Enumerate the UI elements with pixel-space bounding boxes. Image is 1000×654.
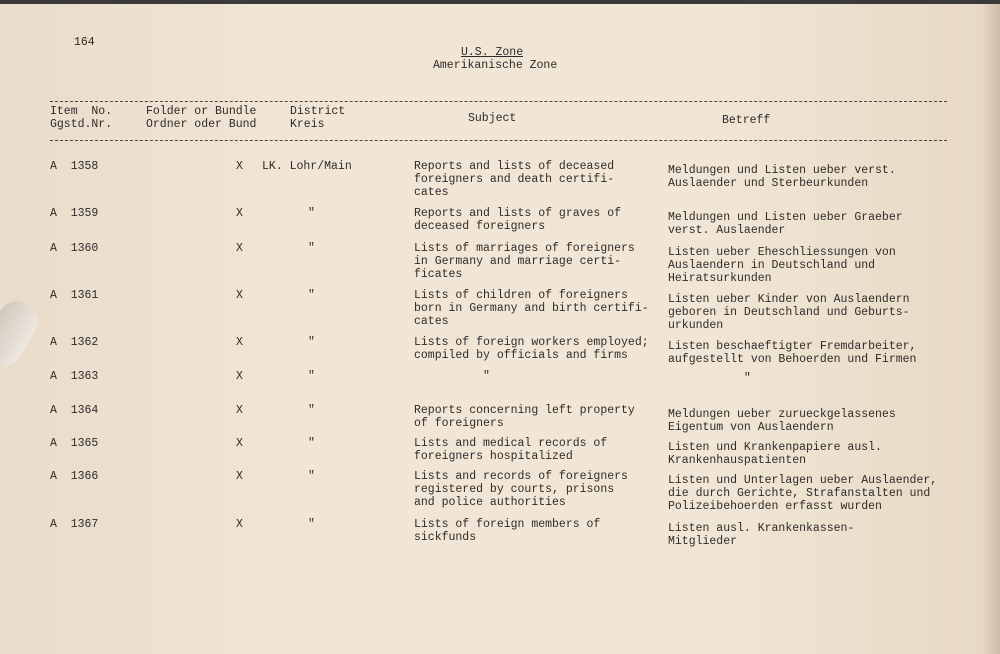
- cell-folder: X: [236, 289, 243, 302]
- cell-subject: Lists of children of foreigners born in Germany and birth certifi- cates: [414, 289, 649, 328]
- cell-subject: Reports concerning left property of foreigners: [414, 404, 635, 430]
- cell-folder: X: [236, 437, 243, 450]
- cell-folder: X: [236, 470, 243, 483]
- cell-item: A 1365: [50, 437, 99, 450]
- cell-item: A 1360: [50, 242, 99, 255]
- page-title: U.S. Zone: [461, 46, 524, 59]
- header-item-no: Item No. Ggstd.Nr.: [50, 105, 113, 131]
- cell-folder: X: [236, 518, 243, 531]
- header-district: District Kreis: [290, 105, 346, 131]
- cell-subject: ": [414, 370, 490, 383]
- cell-subject: Lists and records of foreigners registered by courts, prisons and police authorities: [414, 470, 628, 509]
- cell-betreff: Listen und Krankenpapiere ausl. Krankenhauspatienten: [668, 441, 882, 467]
- cell-subject: Lists of marriages of foreigners in Germany and marriage certi- ficates: [414, 242, 635, 281]
- cell-item: A 1361: [50, 289, 99, 302]
- cell-item: A 1358: [50, 160, 99, 173]
- cell-item: A 1364: [50, 404, 99, 417]
- cell-subject: Reports and lists of deceased foreigners and death certifi- cates: [414, 160, 615, 199]
- header-folder: Folder or Bundle Ordner oder Bund: [146, 105, 257, 131]
- cell-district: ": [308, 518, 315, 531]
- cell-subject: Reports and lists of graves of deceased foreigners: [414, 207, 622, 233]
- header-rule-top: [50, 101, 947, 102]
- cell-betreff: Listen ueber Kinder von Auslaendern geboren in Deutschland und Geburts- urkunden: [668, 293, 910, 332]
- header-subject: Subject: [468, 112, 517, 125]
- cell-subject: Lists of foreign workers employed; compiled by officials and firms: [414, 336, 649, 362]
- cell-folder: X: [236, 207, 243, 220]
- cell-folder: X: [236, 404, 243, 417]
- cell-item: A 1363: [50, 370, 99, 383]
- cell-betreff: Listen ausl. Krankenkassen- Mitglieder: [668, 522, 855, 548]
- cell-folder: X: [236, 336, 243, 349]
- page-tab-marker: [0, 294, 45, 375]
- cell-district: ": [308, 437, 315, 450]
- cell-subject: Lists and medical records of foreigners hospitalized: [414, 437, 608, 463]
- header-betreff: Betreff: [722, 114, 771, 127]
- page-number: 164: [74, 36, 95, 49]
- cell-item: A 1367: [50, 518, 99, 531]
- cell-district: ": [308, 404, 315, 417]
- cell-betreff: Meldungen und Listen ueber Graeber verst. Auslaender: [668, 211, 903, 237]
- cell-district: LK. Lohr/Main: [262, 160, 352, 173]
- cell-district: ": [308, 336, 315, 349]
- cell-betreff: ": [668, 372, 751, 385]
- cell-item: A 1366: [50, 470, 99, 483]
- cell-district: ": [308, 207, 315, 220]
- cell-betreff: Listen beschaeftigter Fremdarbeiter, aufgestellt von Behoerden und Firmen: [668, 340, 917, 366]
- document-page: [0, 4, 1000, 654]
- cell-district: ": [308, 370, 315, 383]
- cell-folder: X: [236, 160, 243, 173]
- cell-folder: X: [236, 370, 243, 383]
- page-subtitle: Amerikanische Zone: [433, 59, 558, 72]
- header-rule-bottom: [50, 140, 947, 141]
- cell-district: ": [308, 289, 315, 302]
- cell-item: A 1362: [50, 336, 99, 349]
- cell-betreff: Meldungen und Listen ueber verst. Auslaender und Sterbeurkunden: [668, 164, 896, 190]
- cell-district: ": [308, 242, 315, 255]
- cell-betreff: Meldungen ueber zurueckgelassenes Eigentum von Auslaendern: [668, 408, 896, 434]
- cell-folder: X: [236, 242, 243, 255]
- cell-betreff: Listen ueber Eheschliessungen von Auslaendern in Deutschland und Heiratsurkunden: [668, 246, 896, 285]
- cell-betreff: Listen und Unterlagen ueber Auslaender, die durch Gerichte, Strafanstalten und Polizeibehoerden erfasst wurden: [668, 474, 938, 513]
- cell-subject: Lists of foreign members of sickfunds: [414, 518, 601, 544]
- cell-item: A 1359: [50, 207, 99, 220]
- cell-district: ": [308, 470, 315, 483]
